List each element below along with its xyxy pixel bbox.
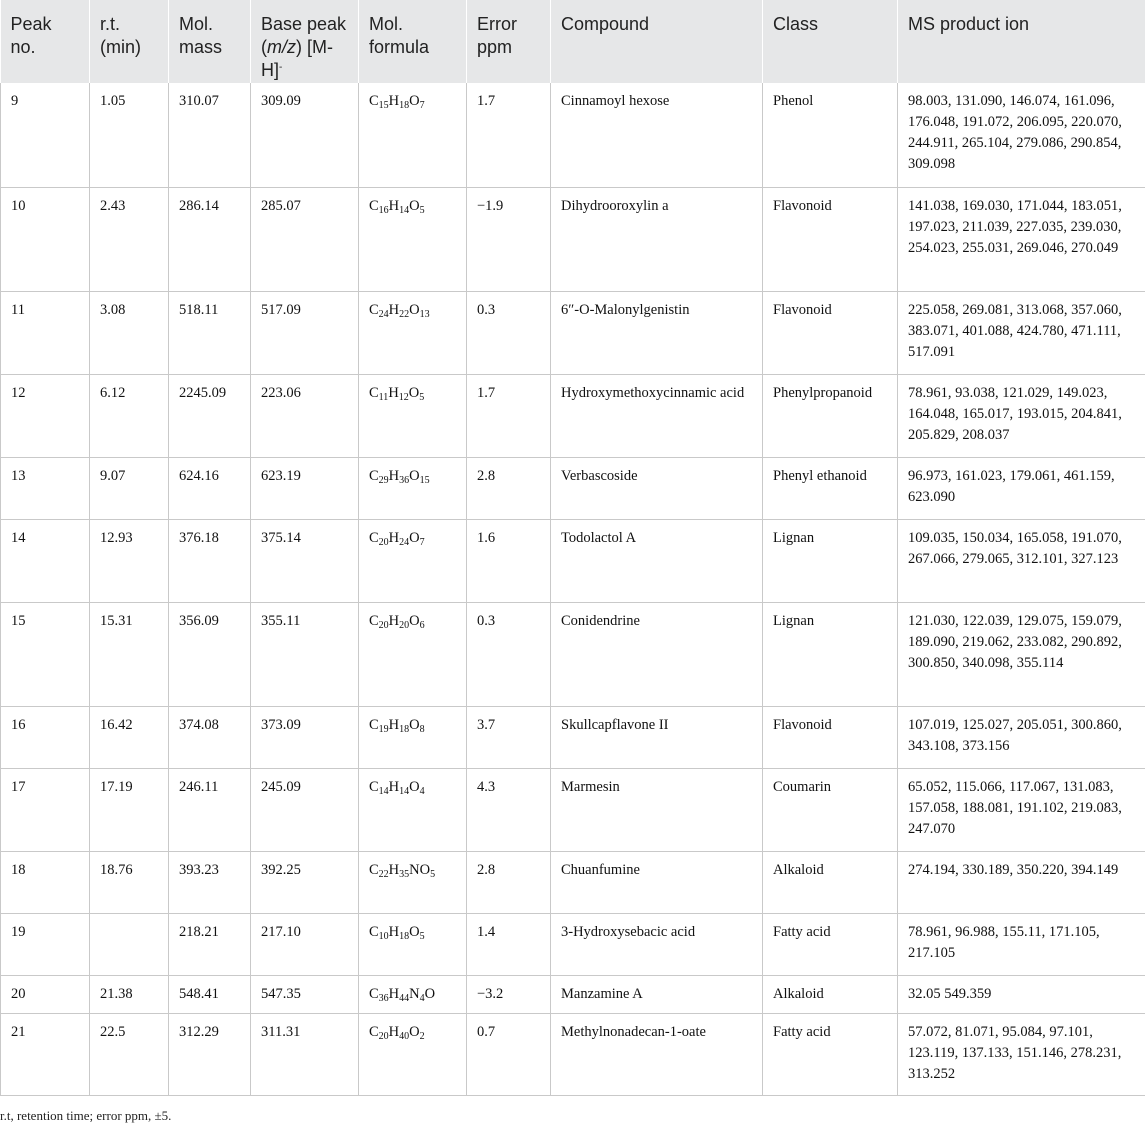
formula-count: 22 xyxy=(399,308,410,320)
formula-element: H xyxy=(388,1023,400,1040)
ms-ion-cell: 98.003, 131.090, 146.074, 161.096, 176.048, 191.072, 206.095, 220.070, 244.911, 265.104, 279.086, 290.854, 309.098 xyxy=(898,83,1145,187)
error-cell: −3.2 xyxy=(467,975,551,1013)
header-class: Class xyxy=(763,0,898,83)
mol-mass-cell: 548.41 xyxy=(169,975,251,1013)
formula-count: 7 xyxy=(419,100,425,111)
formula-element: C xyxy=(369,384,379,401)
formula-count: 19 xyxy=(378,723,389,735)
peak-cell: 18 xyxy=(1,851,90,913)
formula-count: 6 xyxy=(419,619,425,631)
peak-cell: 10 xyxy=(1,187,90,291)
ms-ion-cell: 141.038, 169.030, 171.044, 183.051, 197.023, 211.039, 227.035, 239.030, 254.023, 255.031, 269.046, 270.049 xyxy=(898,187,1145,291)
compound-cell: Chuanfumine xyxy=(551,851,763,913)
formula-element: N xyxy=(409,985,420,1002)
rt-cell: 1.05 xyxy=(90,83,169,187)
formula-element: C xyxy=(369,301,379,318)
formula-count: 18 xyxy=(399,100,410,111)
peak-cell: 14 xyxy=(1,519,90,602)
base-peak-cell: 547.35 xyxy=(251,975,359,1013)
mol-mass-cell: 393.23 xyxy=(169,851,251,913)
formula-element: O xyxy=(408,384,420,401)
formula-element: C xyxy=(369,716,379,733)
base-peak-cell: 392.25 xyxy=(251,851,359,913)
formula-element: C xyxy=(369,93,379,109)
error-cell: 4.3 xyxy=(467,768,551,851)
formula-element: C xyxy=(369,778,379,795)
table-row xyxy=(1,975,1145,1013)
formula-cell xyxy=(359,291,467,374)
header-rt: r.t. (min) xyxy=(90,0,169,83)
rt-cell: 15.31 xyxy=(90,602,169,706)
formula-count: 29 xyxy=(378,474,389,486)
error-cell: −1.9 xyxy=(467,187,551,291)
formula-cell xyxy=(359,374,467,457)
compound-cell: 3-Hydroxysebacic acid xyxy=(551,913,763,975)
header-formula: Mol. formula xyxy=(359,0,467,83)
formula-element: O xyxy=(409,716,420,733)
class-cell: Phenol xyxy=(763,83,898,187)
error-cell: 0.7 xyxy=(467,1013,551,1095)
compound-cell: Todolactol A xyxy=(551,519,763,602)
table-row xyxy=(1,187,1145,291)
formula-element: NO xyxy=(409,861,431,878)
formula-element: H xyxy=(388,861,400,878)
formula-count: 20 xyxy=(378,1030,389,1042)
formula-element: O xyxy=(424,985,436,1002)
header-base-peak xyxy=(251,0,359,83)
compound-cell: 6″-O-Malonylgenistin xyxy=(551,291,763,374)
rt-cell: 18.76 xyxy=(90,851,169,913)
mol-mass-cell: 356.09 xyxy=(169,602,251,706)
compound-cell: Verbascoside xyxy=(551,457,763,519)
formula-element: H xyxy=(388,923,400,940)
formula-count: 13 xyxy=(419,308,430,320)
error-cell: 1.4 xyxy=(467,913,551,975)
formula-count: 14 xyxy=(399,204,410,216)
base-peak-cell: 217.10 xyxy=(251,913,359,975)
formula-count: 35 xyxy=(399,868,410,880)
peak-cell: 9 xyxy=(1,83,90,187)
formula-cell xyxy=(359,602,467,706)
error-cell: 2.8 xyxy=(467,851,551,913)
peak-cell: 20 xyxy=(1,975,90,1013)
error-cell: 1.7 xyxy=(467,83,551,187)
ms-ion-cell: 96.973, 161.023, 179.061, 461.159, 623.090 xyxy=(898,457,1145,519)
class-cell: Phenyl ethanoid xyxy=(763,457,898,519)
formula-cell xyxy=(359,519,467,602)
mol-mass-cell: 218.21 xyxy=(169,913,251,975)
error-cell: 0.3 xyxy=(467,602,551,706)
formula-count: 5 xyxy=(430,868,436,880)
class-cell: Phenylpropanoid xyxy=(763,374,898,457)
formula-cell xyxy=(359,457,467,519)
formula-count: 20 xyxy=(378,619,389,631)
ms-ion-cell: 78.961, 93.038, 121.029, 149.023, 164.048, 165.017, 193.015, 204.841, 205.829, 208.037 xyxy=(898,374,1145,457)
ms-ion-cell: 32.05 549.359 xyxy=(898,975,1145,1013)
class-cell: Flavonoid xyxy=(763,706,898,768)
base-peak-cell: 355.11 xyxy=(251,602,359,706)
formula-count: 4 xyxy=(419,992,425,1004)
peak-cell: 11 xyxy=(1,291,90,374)
formula-element: H xyxy=(388,384,399,401)
table-row xyxy=(1,374,1145,457)
formula-count: 12 xyxy=(398,391,409,403)
rt-cell: 17.19 xyxy=(90,768,169,851)
rt-cell xyxy=(90,913,169,975)
formula-element: O xyxy=(409,612,420,629)
table-row xyxy=(1,83,1145,187)
mol-mass-cell: 246.11 xyxy=(169,768,251,851)
formula-element: H xyxy=(388,467,400,484)
formula-element: H xyxy=(388,716,400,733)
rt-cell: 12.93 xyxy=(90,519,169,602)
compound-cell: Conidendrine xyxy=(551,602,763,706)
formula-count: 14 xyxy=(378,785,389,797)
header-mol-mass: Mol. mass xyxy=(169,0,251,83)
formula-element: H xyxy=(388,197,400,214)
formula-element: H xyxy=(388,93,400,109)
table-row xyxy=(1,768,1145,851)
rt-cell: 6.12 xyxy=(90,374,169,457)
ms-ion-cell: 107.019, 125.027, 205.051, 300.860, 343.108, 373.156 xyxy=(898,706,1145,768)
compound-cell: Methylnonadecan-1-oate xyxy=(551,1013,763,1095)
formula-element: C xyxy=(369,861,379,878)
table-body xyxy=(1,83,1145,1095)
rt-cell: 9.07 xyxy=(90,457,169,519)
formula-count: 20 xyxy=(399,619,410,631)
error-cell: 1.7 xyxy=(467,374,551,457)
ms-ion-cell: 225.058, 269.081, 313.068, 357.060, 383.071, 401.088, 424.780, 471.111, 517.091 xyxy=(898,291,1145,374)
formula-cell xyxy=(359,83,467,187)
formula-element: C xyxy=(369,529,379,546)
header-peak: Peak no. xyxy=(1,0,90,83)
header-ms-ion: MS product ion xyxy=(898,0,1145,83)
ms-ion-cell: 274.194, 330.189, 350.220, 394.149 xyxy=(898,851,1145,913)
formula-count: 14 xyxy=(399,785,410,797)
table-row xyxy=(1,851,1145,913)
formula-count: 24 xyxy=(378,308,389,320)
peak-cell: 13 xyxy=(1,457,90,519)
formula-count: 36 xyxy=(399,474,410,486)
formula-element: C xyxy=(369,923,379,940)
formula-element: H xyxy=(388,612,400,629)
base-peak-cell: 375.14 xyxy=(251,519,359,602)
base-peak-cell: 309.09 xyxy=(251,83,359,187)
formula-cell xyxy=(359,851,467,913)
compound-cell: Skullcapflavone II xyxy=(551,706,763,768)
ms-ion-cell: 65.052, 115.066, 117.067, 131.083, 157.058, 188.081, 191.102, 219.083, 247.070 xyxy=(898,768,1145,851)
compound-cell: Cinnamoyl hexose xyxy=(551,83,763,187)
formula-cell xyxy=(359,768,467,851)
base-peak-cell: 311.31 xyxy=(251,1013,359,1095)
formula-count: 15 xyxy=(419,474,430,486)
compound-cell: Manzamine A xyxy=(551,975,763,1013)
mol-mass-cell: 376.18 xyxy=(169,519,251,602)
header-base-peak-mz: m/z xyxy=(267,37,296,57)
formula-count: 22 xyxy=(378,868,389,880)
base-peak-cell: 245.09 xyxy=(251,768,359,851)
class-cell: Lignan xyxy=(763,519,898,602)
base-peak-cell: 623.19 xyxy=(251,457,359,519)
table-row xyxy=(1,706,1145,768)
peak-cell: 15 xyxy=(1,602,90,706)
base-peak-cell: 373.09 xyxy=(251,706,359,768)
formula-element: H xyxy=(388,301,400,318)
formula-element: C xyxy=(369,1023,379,1040)
formula-element: O xyxy=(409,301,420,318)
header-base-peak-sup: - xyxy=(279,62,283,73)
formula-cell xyxy=(359,1013,467,1095)
formula-element: C xyxy=(369,197,379,214)
formula-count: 16 xyxy=(378,204,389,216)
formula-count: 2 xyxy=(419,1030,425,1042)
formula-cell xyxy=(359,975,467,1013)
compound-cell: Hydroxymethoxycinnamic acid xyxy=(551,374,763,457)
rt-cell: 22.5 xyxy=(90,1013,169,1095)
error-cell: 0.3 xyxy=(467,291,551,374)
formula-cell xyxy=(359,187,467,291)
rt-cell: 16.42 xyxy=(90,706,169,768)
compound-cell: Dihydrooroxylin a xyxy=(551,187,763,291)
peak-cell: 12 xyxy=(1,374,90,457)
formula-element: O xyxy=(409,1023,420,1040)
formula-element: O xyxy=(409,529,420,546)
formula-count: 36 xyxy=(378,992,389,1004)
class-cell: Coumarin xyxy=(763,768,898,851)
formula-cell xyxy=(359,913,467,975)
table-row xyxy=(1,602,1145,706)
formula-element: O xyxy=(409,197,420,214)
base-peak-cell: 223.06 xyxy=(251,374,359,457)
base-peak-cell: 517.09 xyxy=(251,291,359,374)
header-error: Error ppm xyxy=(467,0,551,83)
mol-mass-cell: 624.16 xyxy=(169,457,251,519)
peak-cell: 21 xyxy=(1,1013,90,1095)
formula-element: H xyxy=(388,985,400,1002)
error-cell: 2.8 xyxy=(467,457,551,519)
class-cell: Lignan xyxy=(763,602,898,706)
formula-element: C xyxy=(369,985,379,1002)
formula-element: O xyxy=(409,923,420,940)
mol-mass-cell: 286.14 xyxy=(169,187,251,291)
class-cell: Fatty acid xyxy=(763,1013,898,1095)
formula-count: 11 xyxy=(378,391,389,403)
compound-cell: Marmesin xyxy=(551,768,763,851)
rt-cell: 2.43 xyxy=(90,187,169,291)
base-peak-cell: 285.07 xyxy=(251,187,359,291)
formula-element: O xyxy=(409,778,420,795)
table-row xyxy=(1,1013,1145,1095)
formula-count: 5 xyxy=(419,930,425,942)
table-row xyxy=(1,913,1145,975)
table-row xyxy=(1,457,1145,519)
formula-element: H xyxy=(388,778,400,795)
class-cell: Flavonoid xyxy=(763,291,898,374)
peak-cell: 16 xyxy=(1,706,90,768)
mol-mass-cell: 2245.09 xyxy=(169,374,251,457)
table-footnote: r.t, retention time; error ppm, ±5. xyxy=(0,1108,172,1123)
ms-ion-cell: 109.035, 150.034, 165.058, 191.070, 267.066, 279.065, 312.101, 327.123 xyxy=(898,519,1145,602)
table-row xyxy=(1,519,1145,602)
formula-count: 7 xyxy=(419,536,425,548)
mol-mass-cell: 374.08 xyxy=(169,706,251,768)
ms-ion-cell: 57.072, 81.071, 95.084, 97.101, 123.119, 137.133, 151.146, 278.231, 313.252 xyxy=(898,1013,1145,1095)
error-cell: 1.6 xyxy=(467,519,551,602)
ms-ion-cell: 78.961, 96.988, 155.11, 171.105, 217.105 xyxy=(898,913,1145,975)
header-base-peak-post: ) [M-H] xyxy=(261,37,333,80)
formula-element: H xyxy=(388,529,400,546)
peak-cell: 17 xyxy=(1,768,90,851)
table-row xyxy=(1,291,1145,374)
formula-element: O xyxy=(409,93,420,109)
formula-count: 15 xyxy=(378,100,389,111)
formula-cell xyxy=(359,706,467,768)
formula-count: 5 xyxy=(419,391,425,403)
formula-count: 24 xyxy=(399,536,410,548)
formula-count: 18 xyxy=(399,930,410,942)
formula-element: C xyxy=(369,467,379,484)
mol-mass-cell: 518.11 xyxy=(169,291,251,374)
rt-cell: 3.08 xyxy=(90,291,169,374)
formula-count: 10 xyxy=(378,930,389,942)
formula-count: 40 xyxy=(399,1030,410,1042)
class-cell: Fatty acid xyxy=(763,913,898,975)
error-cell: 3.7 xyxy=(467,706,551,768)
formula-count: 4 xyxy=(419,785,425,797)
formula-element: O xyxy=(409,467,420,484)
formula-count: 18 xyxy=(399,723,410,735)
table-header xyxy=(1,0,1145,83)
class-cell: Alkaloid xyxy=(763,975,898,1013)
formula-count: 20 xyxy=(378,536,389,548)
ms-ion-cell: 121.030, 122.039, 129.075, 159.079, 189.090, 219.062, 233.082, 290.892, 300.850, 340.098, 355.114 xyxy=(898,602,1145,706)
header-base-peak-pre: Base peak ( xyxy=(261,14,347,57)
class-cell: Flavonoid xyxy=(763,187,898,291)
mol-mass-cell: 310.07 xyxy=(169,83,251,187)
class-cell: Alkaloid xyxy=(763,851,898,913)
formula-count: 44 xyxy=(399,992,410,1004)
rt-cell: 21.38 xyxy=(90,975,169,1013)
formula-count: 8 xyxy=(419,723,425,735)
mol-mass-cell: 312.29 xyxy=(169,1013,251,1095)
formula-element: C xyxy=(369,612,379,629)
peak-cell: 19 xyxy=(1,913,90,975)
header-compound: Compound xyxy=(551,0,763,83)
formula-count: 5 xyxy=(419,204,425,216)
